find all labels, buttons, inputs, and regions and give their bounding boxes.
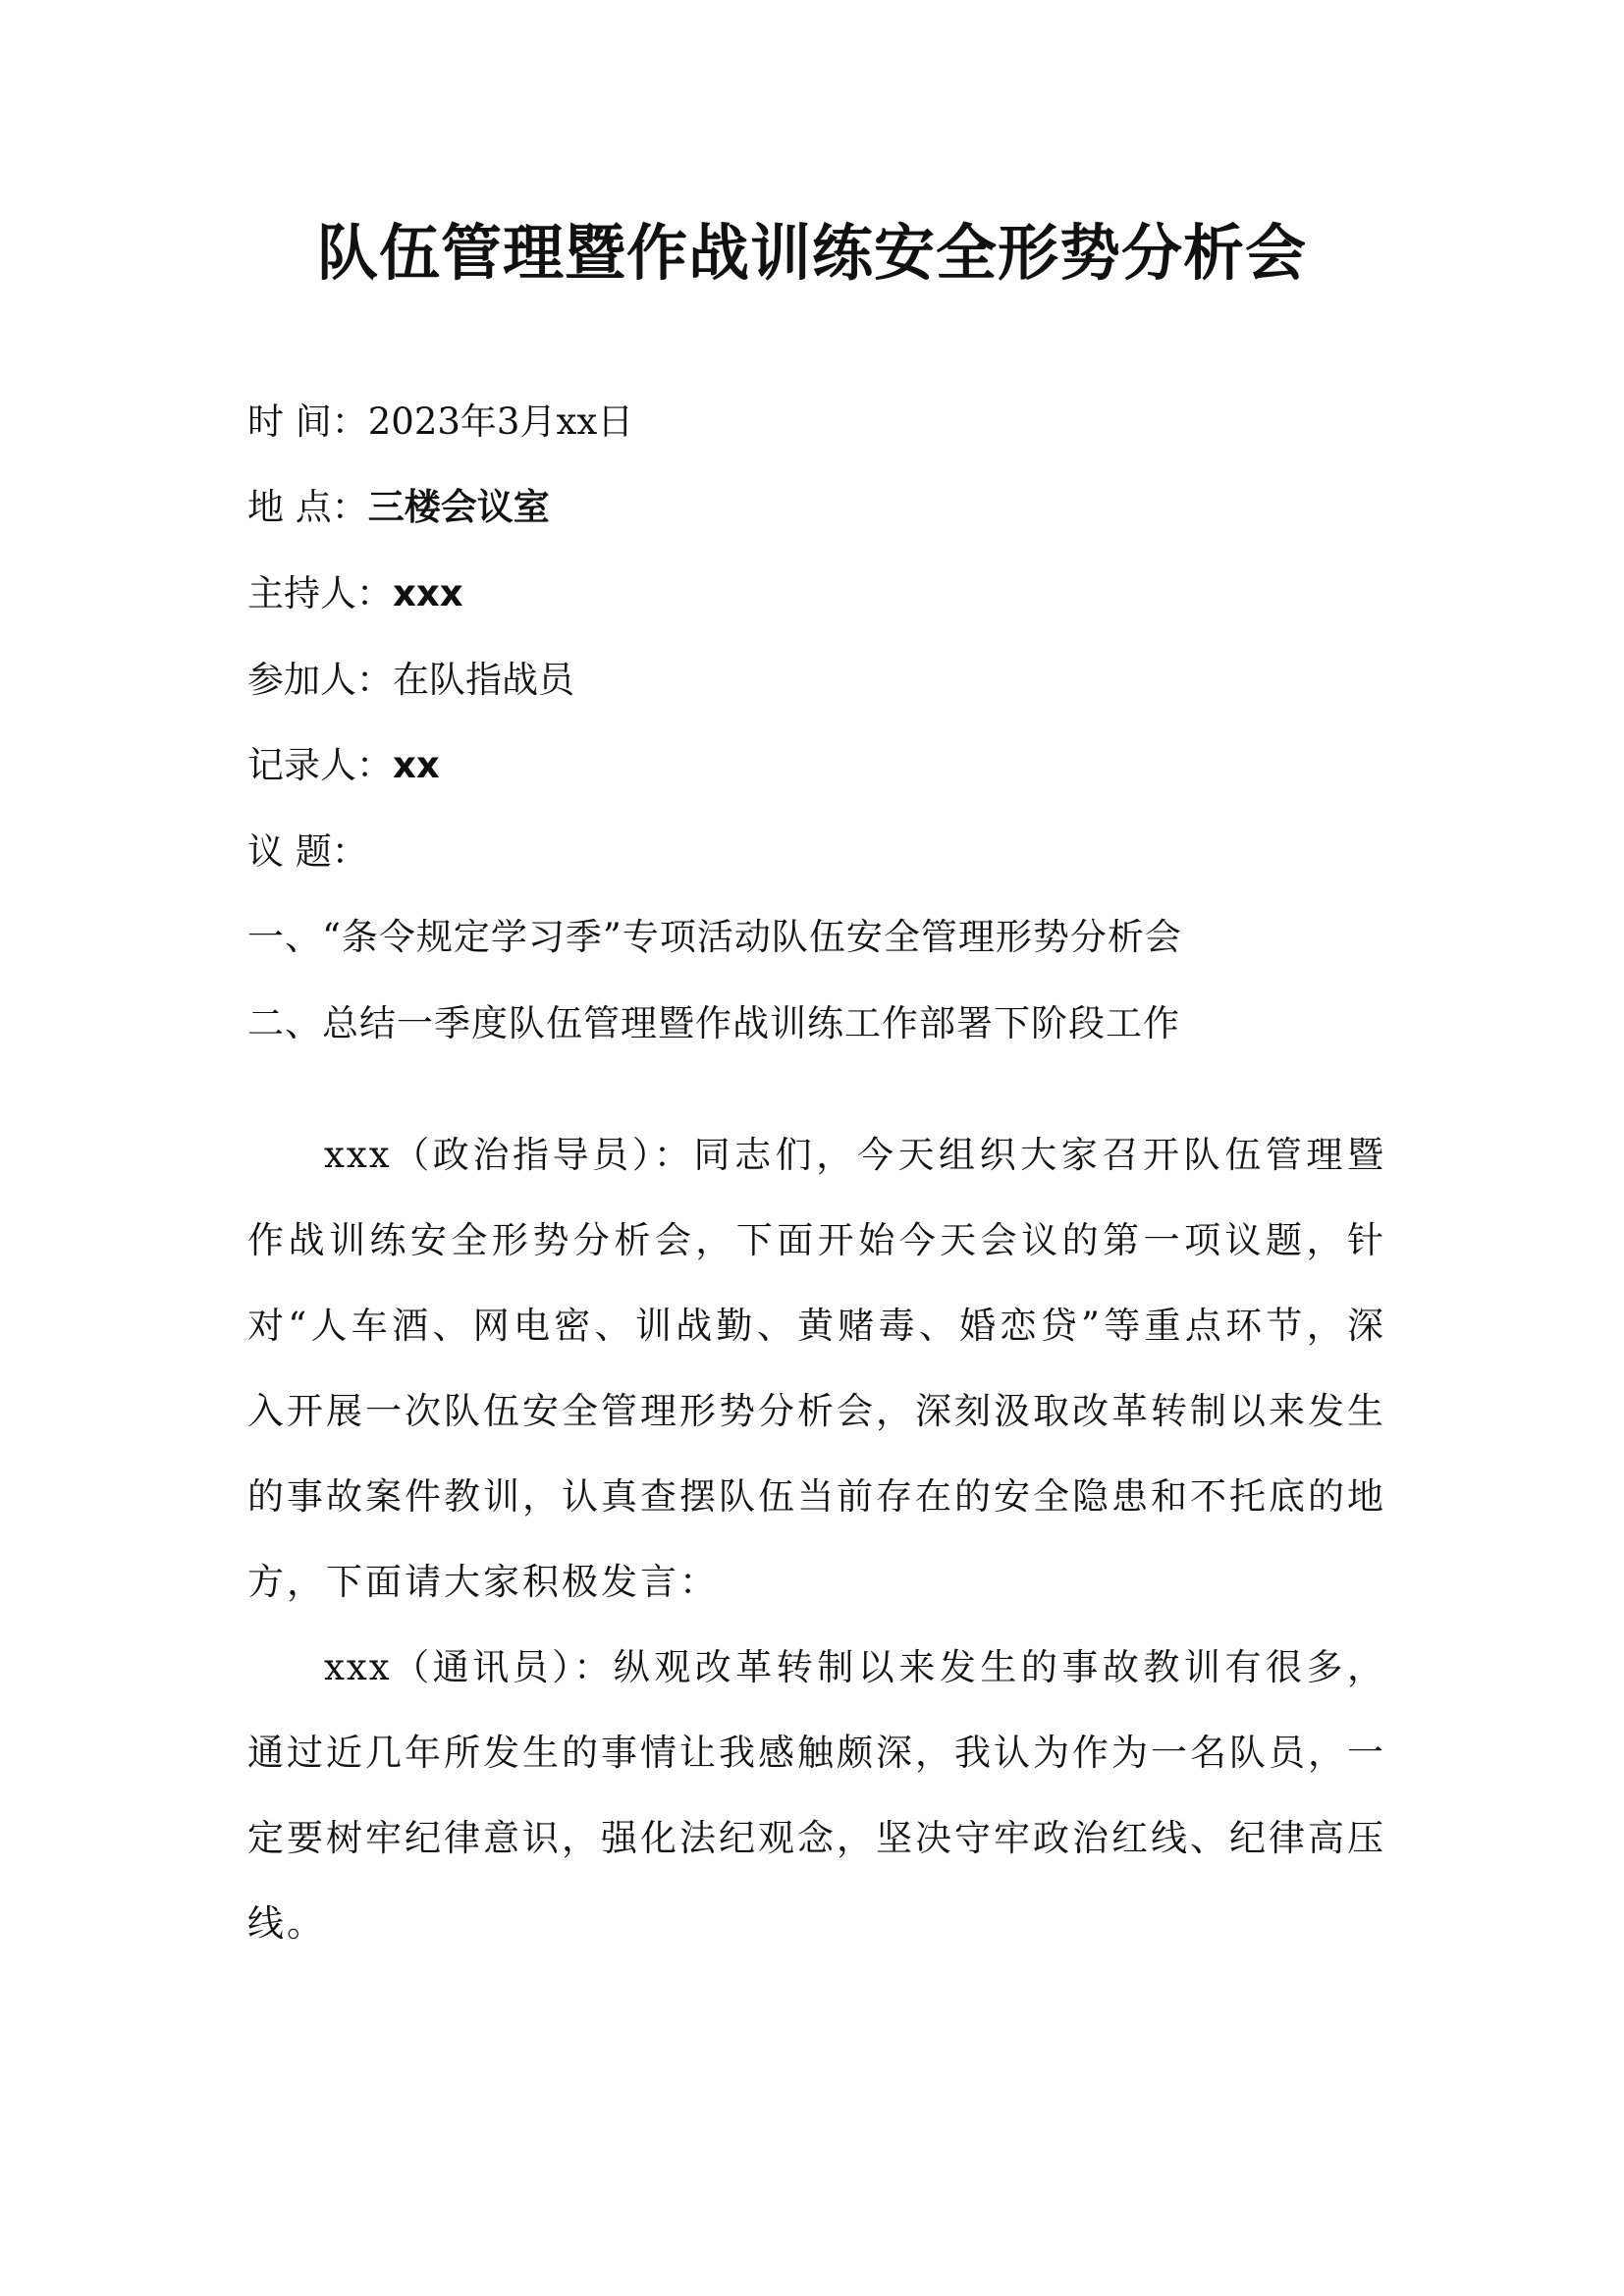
time-value: 2023年3月xx日: [367, 400, 634, 443]
time-label: 时 间：: [247, 400, 368, 443]
place-value: 三楼会议室: [367, 486, 550, 528]
agenda-item-2: 二、总结一季度队伍管理暨作战训练工作部署下阶段工作: [247, 1002, 1180, 1044]
attendees-label: 参加人：: [247, 659, 393, 701]
speaker-name: xxx（通讯员）：: [324, 1646, 614, 1688]
document-title: 队伍管理暨作战训练安全形势分析会: [316, 217, 1307, 289]
attendees-value: 在队指战员: [393, 659, 574, 701]
speech-paragraph-1: [247, 1112, 1386, 1625]
recorder-label: 记录人：: [247, 744, 393, 786]
host-label: 主持人：: [247, 572, 393, 614]
speech-text: 纵观改革转制以来发生的事故教训有很多，通过近几年所发生的事情让我感触颇深，我认为作为一名队员，一定要树牢纪律意识，强化法纪观念，坚决守牢政治红线、纪律高压线。: [247, 1646, 1386, 1945]
meeting-attendees-line: [247, 656, 574, 705]
speaker-name: xxx（政治指导员）：: [324, 1134, 694, 1176]
topics-label: 议 题：: [247, 830, 368, 873]
host-value: xxx: [393, 572, 463, 614]
meeting-place-line: [247, 483, 550, 532]
place-label: 地 点：: [247, 486, 368, 528]
meeting-recorder-line: [247, 741, 440, 790]
speech-text: 同志们，今天组织大家召开队伍管理暨作战训练安全形势分析会，下面开始今天会议的第一项议题，针对“人车酒、网电密、训战勤、黄赌毒、婚恋贷”等重点环节，深入开展一次队伍安全管理形势分析会，深刻汲取改革转制以来发生的事故案件教训，认真查摆队伍当前存在的安全隐患和不托底的地方，下面请大家积极发言：: [247, 1134, 1386, 1603]
recorder-value: xx: [393, 744, 440, 786]
meeting-topics-line: [247, 828, 368, 877]
agenda-item-1: 一、“条令规定学习季”专项活动队伍安全管理形势分析会: [247, 916, 1182, 958]
speech-paragraph-2: [247, 1625, 1386, 1966]
meeting-time-line: [247, 398, 633, 447]
meeting-host-line: [247, 569, 463, 618]
